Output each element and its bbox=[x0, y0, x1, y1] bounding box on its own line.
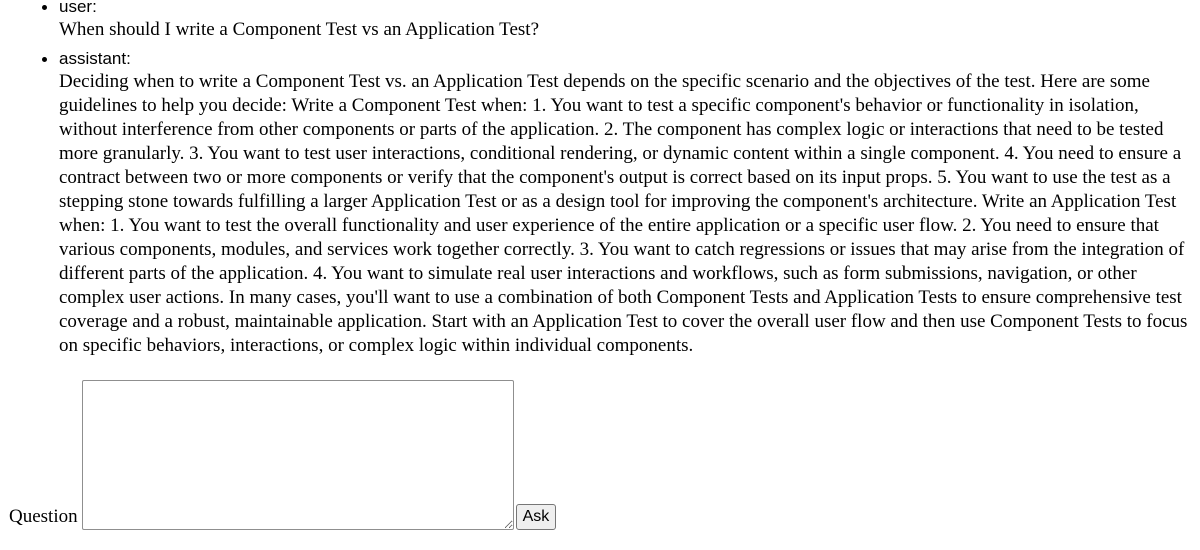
message-role: • assistant: bbox=[59, 49, 131, 68]
ask-button[interactable]: Ask bbox=[516, 504, 557, 530]
question-form bbox=[9, 380, 556, 530]
message-content: Deciding when to write a Component Test vs. an Application Test depends on the specific scenario and the objectives of the test. Here are some guidelines to help you decide: Write a Component Test when: 1. You want to test a specific component's behavior or functionality in isolation, without interference from other components or parts of the application. 2. The component has complex logic or interactions that need to be tested more granularly. 3. You want to test user interactions, conditional rendering, or dynamic content within a single component. 4. You need to ensure a contract between two or more components or verify that the component's output is correct based on its input props. 5. You want to use the test as a stepping stone towards fulfilling a larger Application Test or as a design tool for improving the component's architecture. Write an Application Test when: 1. You want to test the overall functionality and user experience of the entire application or a specific user flow. 2. You need to ensure that various components, modules, and services work together correctly. 3. You want to catch regressions or issues that may arise from the integration of different parts of the application. 4. You want to simulate real user interactions and workflows, such as form submissions, navigation, or other complex user actions. In many cases, you'll want to use a combination of both Component Tests and Application Tests to ensure comprehensive test coverage and a robust, maintainable application. Start with an Application Test to cover the overall user flow and then use Component Tests to focus on specific behaviors, interactions, or complex logic within individual components. bbox=[59, 71, 1188, 356]
question-input[interactable] bbox=[82, 380, 514, 530]
message-content: When should I write a Component Test vs an Application Test? bbox=[59, 19, 540, 40]
message-role: • user: bbox=[59, 0, 97, 16]
message-user bbox=[59, 0, 1189, 42]
question-label: Question bbox=[9, 506, 78, 527]
message-assistant bbox=[59, 48, 1189, 358]
